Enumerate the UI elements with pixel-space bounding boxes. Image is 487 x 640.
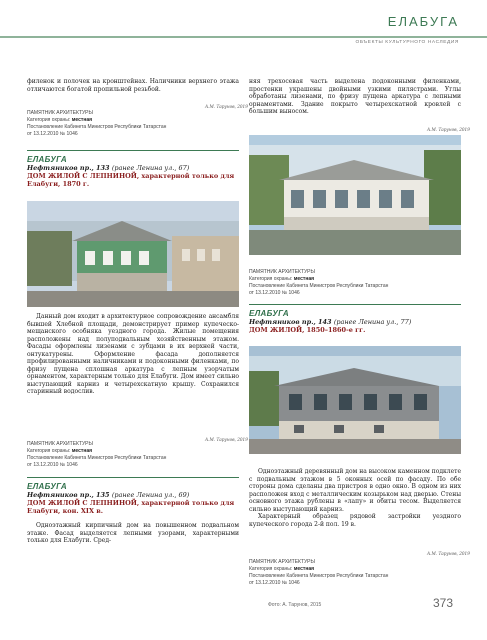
page-number: 373 — [433, 596, 454, 610]
running-header-subtitle: ОБЪЕКТЫ КУЛЬТУРНОГО НАСЛЕДИЯ — [355, 40, 459, 45]
entry-title-main: ДОМ ЖИЛОЙ С ЛЕПНИНОЙ, — [27, 499, 140, 507]
right-top-paragraph: няя трехосевая часть выделена подоконными филенками, простенки украшены двойными узкими пилястрами. Углы обработаны лизенами, по фризу пущена аркатура с лепными орнаментами. Здание покрыто четырехскатной кровлей с большим выносом. — [249, 78, 461, 115]
entry-title-rest: характерной только для Елабуги, кон. XIX в. — [27, 499, 235, 515]
entry-title-rest: характерной только для Елабуги, 1870 г. — [27, 172, 235, 188]
running-header-title: ЕЛАБУГА — [387, 14, 459, 29]
section-divider — [249, 304, 461, 305]
author-credit: А.М. Тарунов, 2019 — [427, 551, 470, 556]
city-label: ЕЛАБУГА — [27, 155, 67, 164]
entry-heading-135 — [27, 482, 239, 515]
street-address: Нефтяников пр., 143 — [249, 318, 332, 326]
header-rule — [0, 36, 487, 38]
decree-text: Постановление Кабинета Министров Республики Татарстан — [27, 124, 167, 130]
protection-category — [249, 276, 461, 283]
former-address: (ранее Ленина ул., 77) — [333, 318, 412, 326]
decree-date: от 13.12.2010 № 1046 — [27, 131, 78, 137]
monument-type: ПАМЯТНИК АРХИТЕКТУРЫ — [249, 269, 315, 275]
entry-title: ДОМ ЖИЛОЙ, 1850–1860-е гг. — [249, 326, 366, 334]
entry-title — [27, 499, 239, 515]
category-label: Категория охраны: — [249, 566, 293, 572]
category-value: местная — [293, 566, 315, 572]
building-photo-133 — [27, 201, 239, 307]
entry-heading-133 — [27, 155, 239, 188]
category-label: Категория охраны: — [27, 448, 71, 454]
entry-title — [27, 172, 239, 188]
monument-info-block — [249, 269, 461, 297]
monument-info-block — [249, 559, 461, 587]
building-photo-143 — [249, 346, 461, 454]
entry-address — [249, 318, 461, 326]
protection-category — [27, 448, 239, 455]
monument-type: ПАМЯТНИК АРХИТЕКТУРЫ — [27, 110, 93, 116]
entry-body-143 — [249, 468, 461, 528]
former-address: (ранее Ленина ул., 69) — [111, 491, 190, 499]
body-paragraph: Характерный образец рядовой застройки уездного купеческого города 2-й пол. 19 в. — [249, 513, 461, 528]
body-paragraph: Одноэтажный кирпичный дом на повышенном подвальном этаже. Фасад выделяется лепными узорами, характерными только для Елабуги. Сред- — [27, 522, 239, 544]
decree-text: Постановление Кабинета Министров Республики Татарстан — [249, 573, 389, 579]
entry-heading-143 — [249, 309, 461, 334]
section-divider — [27, 477, 239, 478]
entry-title-main: ДОМ ЖИЛОЙ С ЛЕПНИНОЙ, — [27, 172, 140, 180]
protection-category — [27, 117, 239, 124]
category-value: местная — [71, 448, 93, 454]
entry-body-133 — [27, 313, 239, 396]
decree-date: от 13.12.2010 № 1046 — [249, 580, 300, 586]
entry-body-135 — [27, 522, 239, 545]
author-credit: А.М. Тарунов, 2019 — [205, 104, 248, 109]
building-photo-135 — [249, 135, 461, 255]
entry-address — [27, 164, 239, 172]
decree-text: Постановление Кабинета Министров Республики Татарстан — [249, 283, 389, 289]
category-label: Категория охраны: — [27, 117, 71, 123]
street-address: Нефтяников пр., 135 — [27, 491, 110, 499]
body-paragraph: Одноэтажный деревянный дом на высоком каменном подклете с подвальным этажом в 5 оконных осей по фасаду. По обе стороны дома сделаны два пристроя в одно окно. В одном из них расположен вход с металлическим козырьком над дверью. Стены основного этажа рублены в «лапу» и обиты тесом. Выделяется сильно выступающий карниз. — [249, 468, 461, 513]
protection-category — [249, 566, 461, 573]
street-address: Нефтяников пр., 133 — [27, 164, 110, 172]
monument-type: ПАМЯТНИК АРХИТЕКТУРЫ — [249, 559, 315, 565]
section-divider — [27, 150, 239, 151]
monument-info-block — [27, 110, 239, 138]
photo-credit: Фото: А. Тарунов, 2015 — [268, 602, 322, 608]
body-paragraph: Данный дом входит в архитектурное сопровождение ансамбля бывшей Хлебной площади, демонстрирует пример купечеcко-мещанского особняка уездного города. Жилые помещения расположены над полуподвальным хозяйственным этажом. Фасады оформлены лизенами с зубцами в их верхней части, онтукатурены. Оформление фасада дополняется профилированными наличниками и подоконными филенками, по фризу пущена сплошная аркатура с лепным узорчатым орнаментом, характерным только для Елабуги. Дом имеет сильно выступающий карниз и четырехскатную крышу. Сохранился старинный водослив. — [27, 313, 239, 395]
decree-date: от 13.12.2010 № 1046 — [249, 290, 300, 296]
entry-address — [27, 491, 239, 499]
category-value: местная — [293, 276, 315, 282]
category-label: Категория охраны: — [249, 276, 293, 282]
city-label: ЕЛАБУГА — [249, 309, 289, 318]
category-value: местная — [71, 117, 93, 123]
decree-date: от 13.12.2010 № 1046 — [27, 462, 78, 468]
decree-text: Постановление Кабинета Министров Республики Татарстан — [27, 455, 167, 461]
monument-info-block — [27, 441, 239, 469]
monument-type: ПАМЯТНИК АРХИТЕКТУРЫ — [27, 441, 93, 447]
left-top-paragraph: филенок и полочек на кронштейнах. Наличники верхнего этажа отличаются богатой пропильной резьбой. — [27, 78, 239, 93]
author-credit: А.М. Тарунов, 2019 — [427, 127, 470, 132]
author-credit: А.М. Тарунов, 2019 — [205, 437, 248, 442]
former-address: (ранее Ленина ул., 67) — [111, 164, 190, 172]
city-label: ЕЛАБУГА — [27, 482, 67, 491]
